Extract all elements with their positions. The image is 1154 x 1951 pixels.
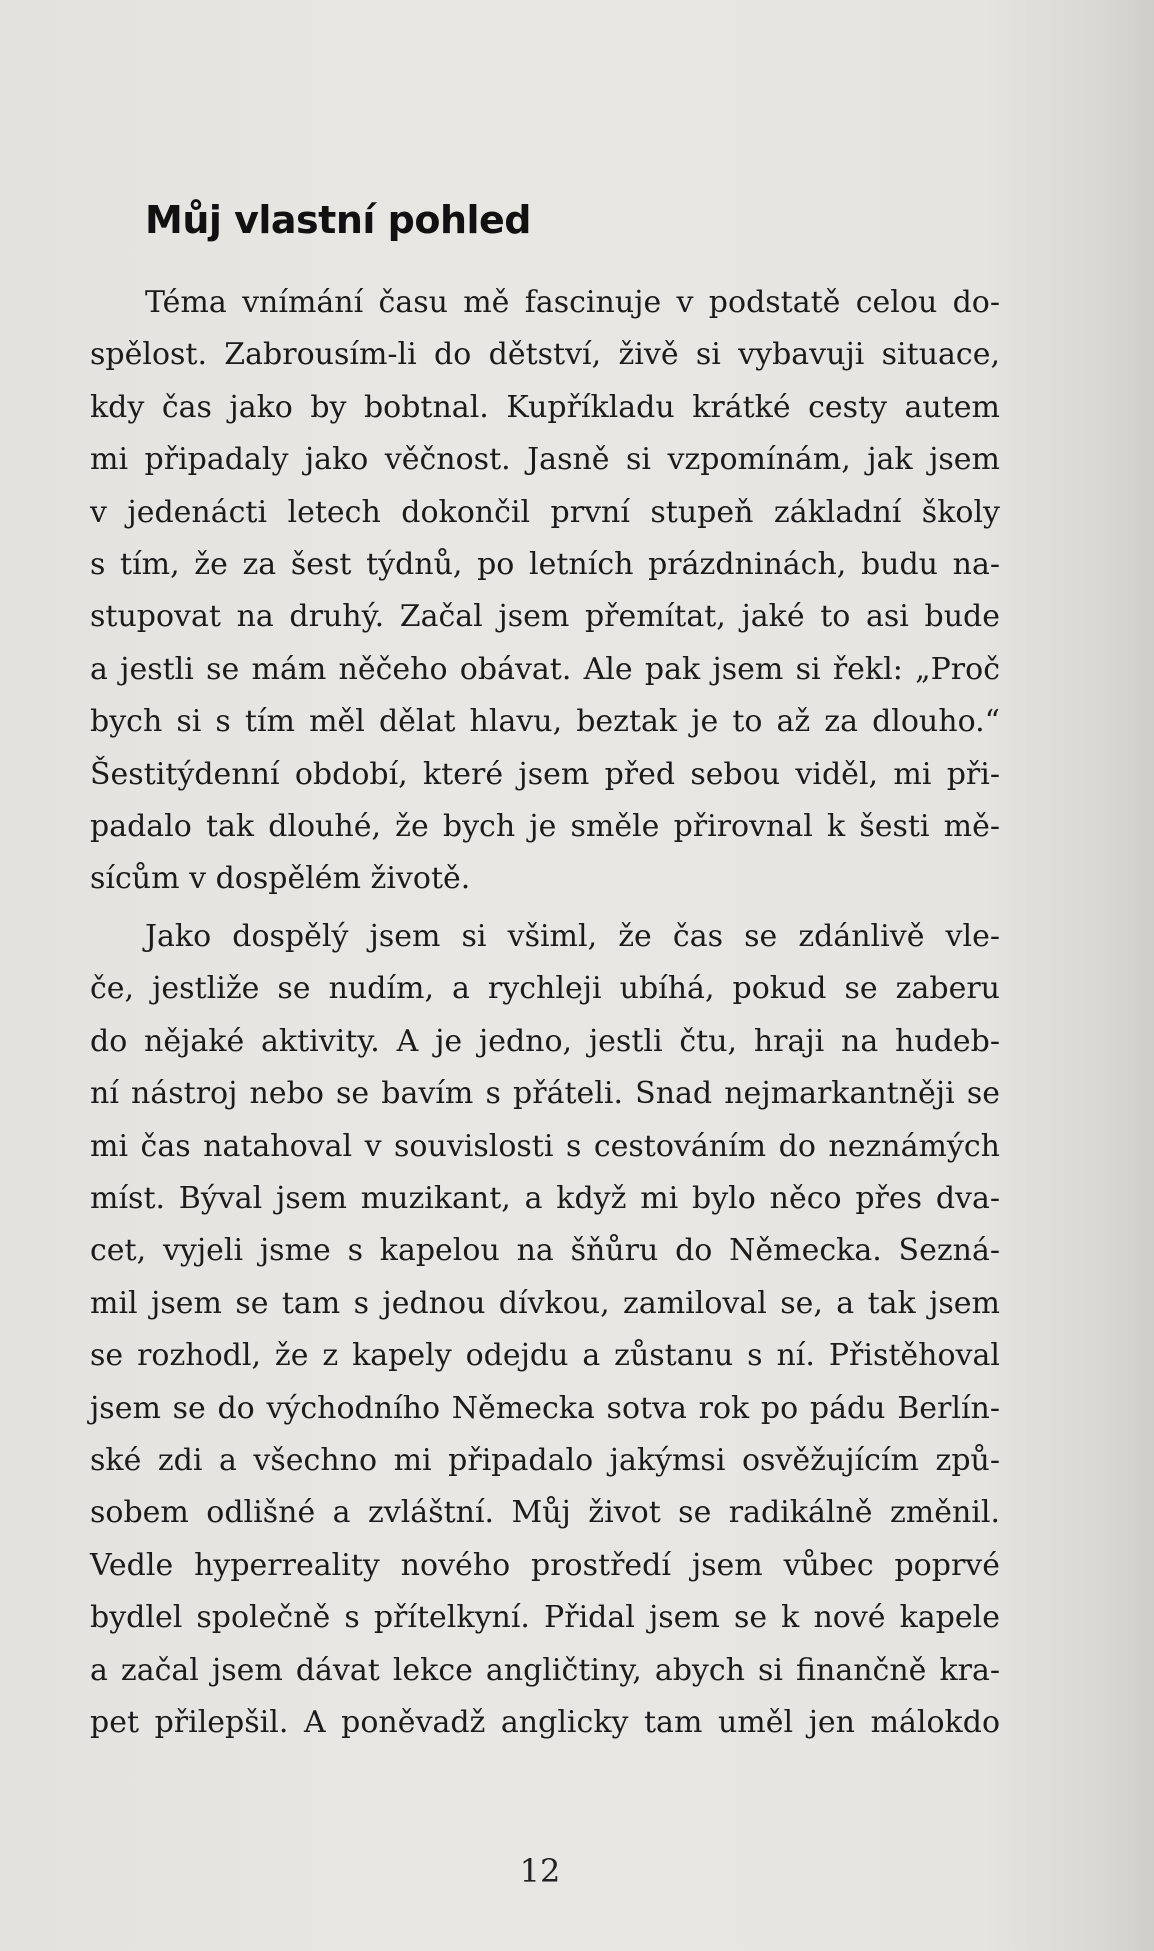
text-line: mi čas natahoval v souvislosti s cestováním do neznámých bbox=[90, 1128, 1000, 1164]
text-line: a začal jsem dávat lekce angličtiny, abych si finančně kra- bbox=[90, 1652, 1000, 1688]
text-line: Téma vnímání času mě fascinuje v podstatě celou do- bbox=[145, 285, 1000, 320]
text-line: s tím, že za šest týdnů, po letních prázdninách, budu na- bbox=[90, 547, 1000, 583]
text-line: sobem odlišné a zvláštní. Můj život se radikálně změnil. bbox=[90, 1495, 1000, 1531]
text-line: stupovat na druhý. Začal jsem přemítat, jaké to asi bude bbox=[90, 599, 1000, 635]
text-line: bydlel společně s přítelkyní. Přidal jsem se k nové kapele bbox=[90, 1600, 1000, 1636]
text-line: míst. Býval jsem muzikant, a když mi bylo něco přes dva- bbox=[90, 1181, 1000, 1217]
text-line: sícům v dospělém životě. bbox=[90, 861, 471, 897]
text-line: cet, vyjeli jsme s kapelou na šňůru do Německa. Sezná- bbox=[90, 1233, 1000, 1269]
text-line: jsem se do východního Německa sotva rok po pádu Berlín- bbox=[90, 1390, 1000, 1426]
section-heading: Můj vlastní pohled bbox=[145, 198, 532, 242]
text-line: ské zdi a všechno mi připadalo jakýmsi osvěžujícím způ- bbox=[90, 1443, 1000, 1479]
text-line: kdy čas jako by bobtnal. Kupříkladu krátké cesty autem bbox=[90, 389, 1000, 425]
text-line: mi připadaly jako věčnost. Jasně si vzpomínám, jak jsem bbox=[90, 442, 1000, 478]
text-line: v jedenácti letech dokončil první stupeň základní školy bbox=[90, 494, 1000, 530]
text-line: ní nástroj nebo se bavím s přáteli. Snad nejmarkantněji se bbox=[90, 1076, 1000, 1112]
paragraph-1 bbox=[90, 277, 1000, 906]
text-line: bych si s tím měl dělat hlavu, beztak je to až za dlouho.“ bbox=[90, 704, 1000, 740]
text-line: mil jsem se tam s jednou dívkou, zamiloval se, a tak jsem bbox=[90, 1285, 1000, 1321]
text-line: padalo tak dlouhé, že bych je směle přirovnal k šesti mě- bbox=[90, 809, 1000, 845]
text-line: Šestitýdenní období, které jsem před sebou viděl, mi při- bbox=[90, 756, 1000, 792]
text-line: Vedle hyperreality nového prostředí jsem vůbec poprvé bbox=[90, 1547, 1000, 1583]
text-line: pet přilepšil. A poněvadž anglicky tam uměl jen málokdo bbox=[90, 1705, 1000, 1741]
text-line: če, jestliže se nudím, a rychleji ubíhá, pokud se zaberu bbox=[90, 971, 1000, 1007]
text-line: a jestli se mám něčeho obávat. Ale pak jsem si řekl: „Proč bbox=[90, 651, 1000, 687]
text-line: Jako dospělý jsem si všiml, že čas se zdánlivě vle- bbox=[145, 919, 1000, 954]
text-line: do nějaké aktivity. A je jedno, jestli čtu, hraji na hudeb- bbox=[90, 1023, 1000, 1059]
text-line: se rozhodl, že z kapely odejdu a zůstanu s ní. Přistěhoval bbox=[90, 1338, 1000, 1374]
paragraph-2 bbox=[90, 911, 1000, 1750]
page-number: 12 bbox=[519, 1852, 561, 1890]
text-line: spělost. Zabrousím-li do dětství, živě si vybavuji situace, bbox=[90, 337, 1000, 373]
